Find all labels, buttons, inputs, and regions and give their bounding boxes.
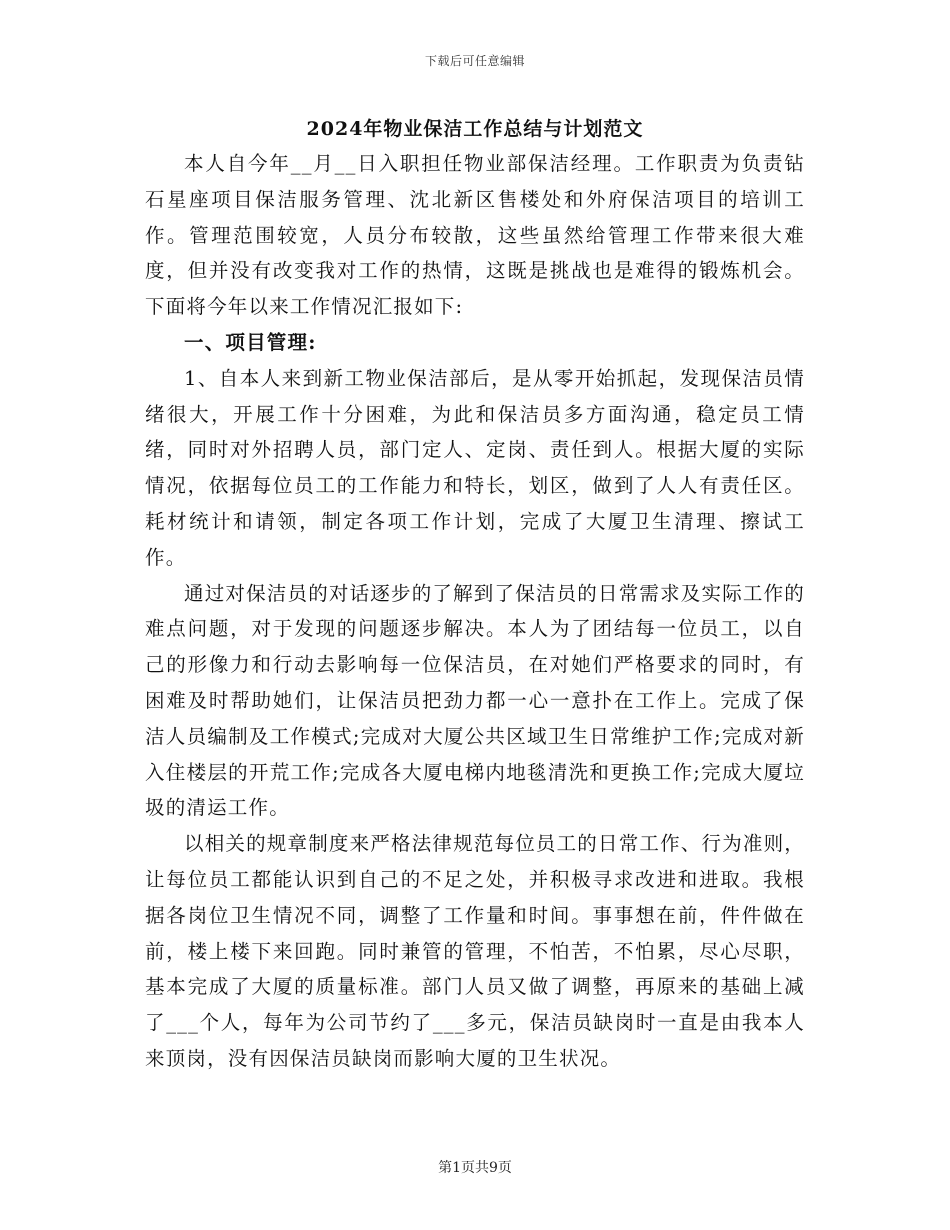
body-paragraph-1: 1、自本人来到新工物业保洁部后，是从零开始抓起，发现保洁员情绪很大，开展工作十分困难，为此和保洁员多方面沟通，稳定员工情绪，同时对外招聘人员，部门定人、定岗、责任到人。根据大厦的实际情况，依据每位员工的工作能力和特长，划区，做到了人人有责任区。耗材统计和请领，制定各项工作计划，完成了大厦卫生清理、擦试工作。 — [145, 366, 805, 569]
document-body — [145, 146, 805, 1077]
section-heading-project-management: 一、项目管理: — [184, 330, 317, 354]
header-note: 下载后可任意编辑 — [424, 54, 525, 68]
body-paragraph-3: 以相关的规章制度来严格法律规范每位员工的日常工作、行为准则，让每位员工都能认识到自己的不足之处，并积极寻求改进和进取。我根据各岗位卫生情况不同，调整了工作量和时间。事事想在前，件件做在前，楼上楼下来回跑。同时兼管的管理，不怕苦，不怕累，尽心尽职，基本完成了大厦的质量标准。部门人员又做了调整，再原来的基础上减了___个人，每年为公司节约了___多元，保洁员缺岗时一直是由我本人来顶岗，没有因保洁员缺岗而影响大厦的卫生状况。 — [145, 832, 806, 1070]
body-paragraph-2: 通过对保洁员的对话逐步的了解到了保洁员的日常需求及实际工作的难点问题，对于发现的问题逐步解决。本人为了团结每一位员工，以自己的形像力和行动去影响每一位保洁员，在对她们严格要求的同时，有困难及时帮助她们，让保洁员把劲力都一心一意扑在工作上。完成了保洁人员编制及工作模式;完成对大厦公共区域卫生日常维护工作;完成对新入住楼层的开荒工作;完成各大厦电梯内地毯清洗和更换工作;完成大厦垃圾的清运工作。 — [145, 581, 806, 820]
intro-paragraph: 本人自今年__月__日入职担任物业部保洁经理。工作职责为负责钻石星座项目保洁服务管理、沈北新区售楼处和外府保洁项目的培训工作。管理范围较宽，人员分布较散，这些虽然给管理工作带来很大难度，但并没有改变我对工作的热情，这既是挑战也是难得的锻炼机会。下面将今年以来工作情况汇报如下: — [145, 152, 805, 319]
page-number: 第1页共9页 — [438, 1160, 512, 1176]
document-title: 2024年物业保洁工作总结与计划范文 — [306, 118, 644, 140]
